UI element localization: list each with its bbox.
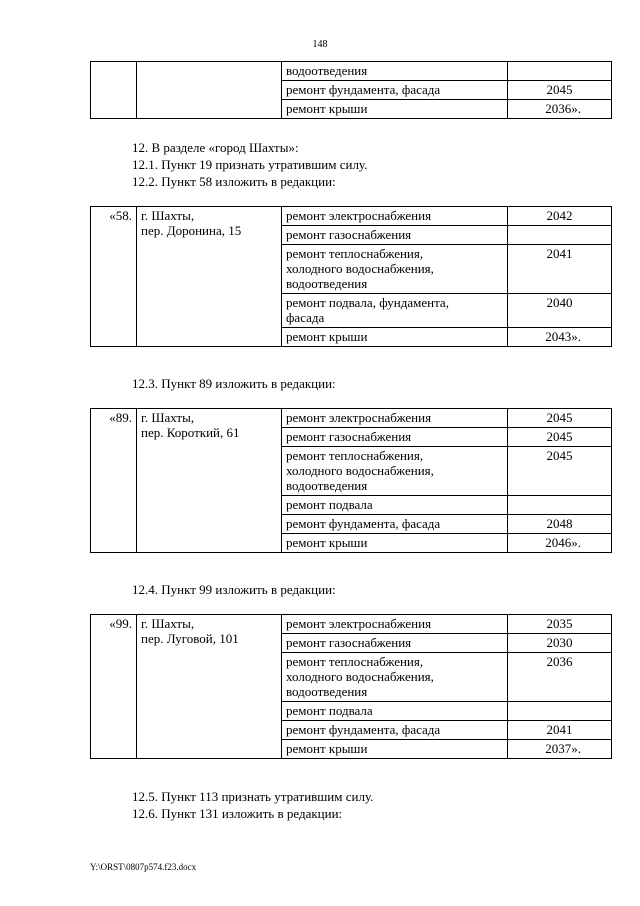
paragraph: 12.3. Пункт 89 изложить в редакции: [132,376,336,391]
work-line: водоотведения [286,276,368,291]
work-cell [282,447,508,496]
address-cell [137,615,282,759]
section-heading: 12. В разделе «город Шахты»: [132,140,299,155]
address-cell [137,409,282,553]
item-58-table [90,206,612,347]
year-cell: 2045 [508,447,612,496]
work-cell: водоотведения [282,62,508,81]
paragraph: 12.2. Пункт 58 изложить в редакции: [132,174,336,189]
table-row [91,615,612,634]
address-line: пер. Короткий, 61 [141,425,240,440]
page-number: 148 [312,39,328,50]
paragraph: 12.1. Пункт 19 признать утратившим силу. [132,157,368,172]
year-cell: 2045 [508,409,612,428]
work-line: ремонт подвала, фундамента, [286,295,449,310]
year-cell [508,226,612,245]
work-cell: ремонт фундамента, фасада [282,81,508,100]
work-cell: ремонт электроснабжения [282,207,508,226]
work-line: водоотведения [286,478,368,493]
paragraph: 12.6. Пункт 131 изложить в редакции: [132,806,343,821]
work-cell: ремонт газоснабжения [282,428,508,447]
work-cell: ремонт газоснабжения [282,634,508,653]
year-cell: 2048 [508,515,612,534]
work-cell: ремонт крыши [282,534,508,553]
work-cell [282,245,508,294]
year-cell: 2041 [508,245,612,294]
year-cell: 2036». [508,100,612,119]
year-cell: 2037». [508,740,612,759]
item-number-cell: «58. [91,207,137,347]
year-cell [508,62,612,81]
work-cell: ремонт газоснабжения [282,226,508,245]
work-cell: ремонт крыши [282,740,508,759]
year-cell: 2040 [508,294,612,328]
table-row [91,62,612,81]
work-line: холодного водоснабжения, [286,261,434,276]
year-cell: 2046». [508,534,612,553]
item-number-cell: «99. [91,615,137,759]
year-cell: 2035 [508,615,612,634]
work-cell: ремонт фундамента, фасада [282,721,508,740]
address-line: г. Шахты, [141,208,195,223]
address-cell [137,62,282,119]
year-cell: 2041 [508,721,612,740]
address-line: г. Шахты, [141,616,195,631]
work-cell: ремонт электроснабжения [282,615,508,634]
work-line: холодного водоснабжения, [286,463,434,478]
address-line: пер. Луговой, 101 [141,631,239,646]
year-cell: 2045 [508,81,612,100]
work-cell: ремонт подвала [282,702,508,721]
item-99-table [90,614,612,759]
work-cell: ремонт крыши [282,328,508,347]
item-number-cell [91,62,137,119]
work-cell: ремонт подвала [282,496,508,515]
year-cell: 2043». [508,328,612,347]
work-line: ремонт теплоснабжения, [286,654,424,669]
work-line: ремонт теплоснабжения, [286,448,424,463]
table-row [91,409,612,428]
table-row [91,207,612,226]
item-number-cell: «89. [91,409,137,553]
address-cell [137,207,282,347]
year-cell: 2030 [508,634,612,653]
work-cell: ремонт фундамента, фасада [282,515,508,534]
year-cell [508,702,612,721]
work-line: ремонт теплоснабжения, [286,246,424,261]
item-89-table [90,408,612,553]
paragraph: 12.5. Пункт 113 признать утратившим силу. [132,789,374,804]
address-line: г. Шахты, [141,410,195,425]
year-cell: 2036 [508,653,612,702]
paragraph: 12.4. Пункт 99 изложить в редакции: [132,582,336,597]
continuation-table [90,61,612,119]
work-cell [282,294,508,328]
work-line: водоотведения [286,684,368,699]
year-cell: 2045 [508,428,612,447]
work-line: фасада [286,310,325,325]
year-cell [508,496,612,515]
footer-file-path: Y:\ORST\0807p574.f23.docx [90,862,197,872]
work-cell: ремонт крыши [282,100,508,119]
work-cell [282,653,508,702]
work-cell: ремонт электроснабжения [282,409,508,428]
year-cell: 2042 [508,207,612,226]
work-line: холодного водоснабжения, [286,669,434,684]
address-line: пер. Доронина, 15 [141,223,242,238]
